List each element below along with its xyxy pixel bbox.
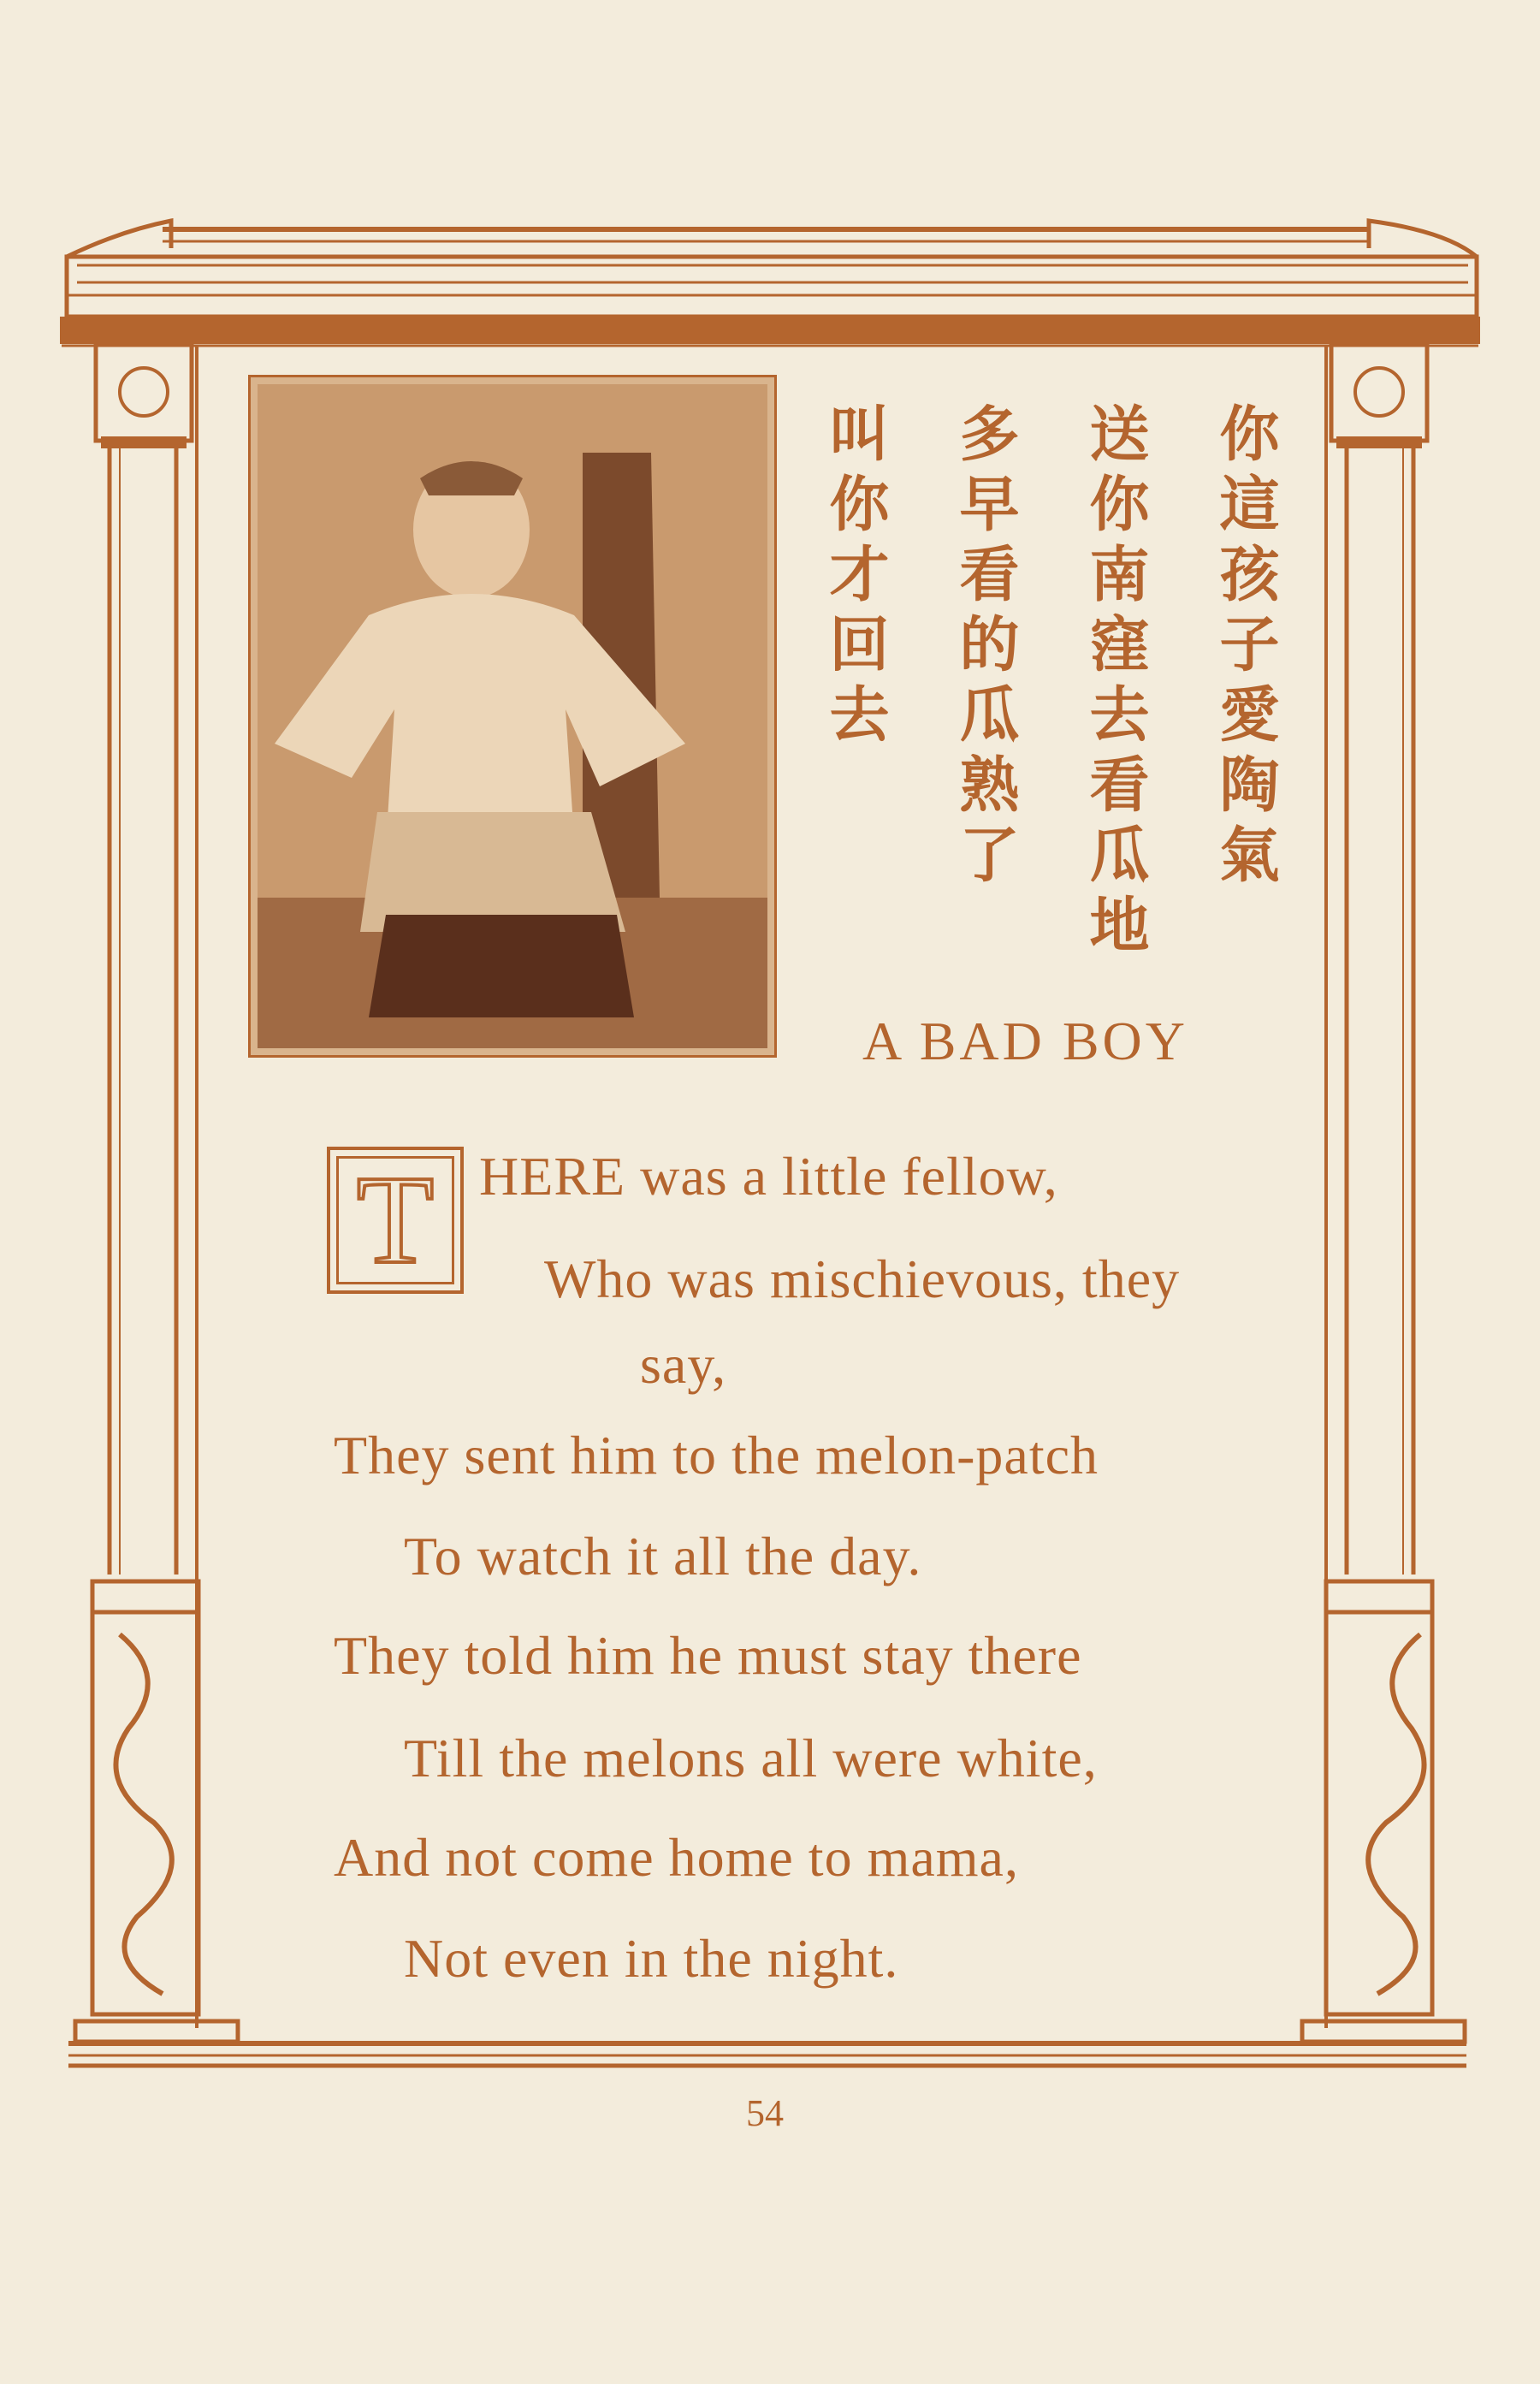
poem-line-6: They told him he must stay there [334,1625,1082,1686]
poem-line-9: Not even in the night. [404,1928,899,1989]
chinese-column-4: 叫你才回去 [820,402,890,753]
child-photograph [248,375,777,1058]
poem-line-5: To watch it all the day. [404,1526,922,1586]
poem-line-2: Who was mischievous, they [544,1248,1181,1309]
child-photo-image [258,384,767,1048]
poem-line-4: They sent him to the melon-patch [334,1425,1099,1486]
chinese-column-3: 多早看的瓜熟了 [950,402,1020,893]
poem-line-3: say, [640,1334,727,1395]
page-number: 54 [746,2092,784,2134]
chinese-column-2: 送你南窪去看瓜地 [1080,402,1150,964]
drop-cap [327,1147,464,1294]
poem-title: A BAD BOY [862,1011,1188,1071]
drop-cap-letter: T [336,1156,454,1284]
poem-line-8: And not come home to mama, [334,1827,1019,1888]
poem-line-7: Till the melons all were white, [404,1728,1098,1788]
chinese-column-1: 你這孩子愛陶氣 [1210,402,1280,893]
poem-line-1: HERE was a little fellow, [479,1146,1058,1207]
